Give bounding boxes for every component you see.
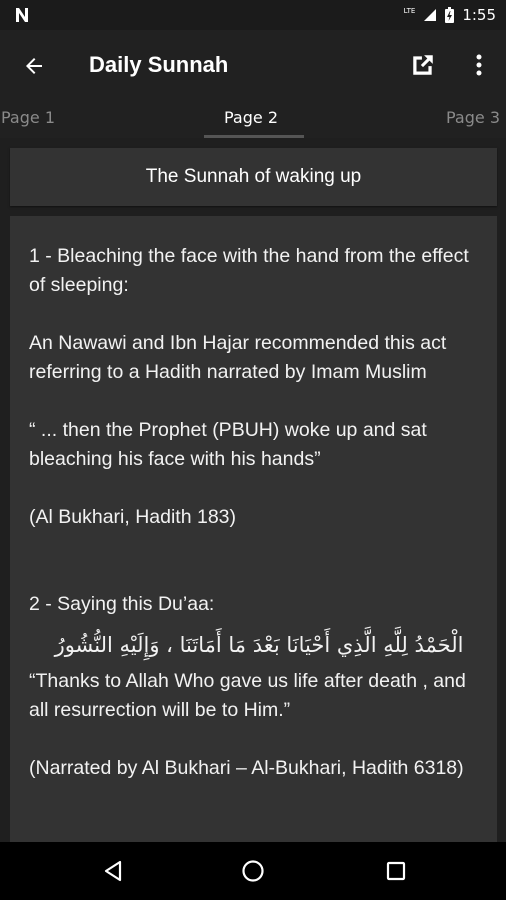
status-bar — [0, 0, 506, 30]
battery-icon — [445, 7, 454, 23]
page-title: Daily Sunnah — [89, 52, 229, 77]
paragraph: An Nawawi and Ibn Hajar recommended this act referring to a Hadith narrated by Imam Muslim — [29, 332, 447, 383]
tab-page-3[interactable]: Page 3 — [446, 108, 500, 127]
paragraph: 2 - Saying this Du’aa: — [29, 593, 215, 615]
tab-page-1[interactable]: Page 1 — [1, 108, 55, 127]
paragraph: 1 - Bleaching the face with the hand from the effect of sleeping: — [29, 245, 469, 296]
open-external-icon[interactable] — [410, 52, 436, 78]
tab-page-2[interactable]: Page 2 — [224, 108, 278, 127]
signal-icon — [423, 8, 437, 22]
paragraph: “Thanks to Allah Who gave us life after death , and all resurrection will be to Him.” — [29, 670, 466, 721]
app-bar — [0, 30, 506, 102]
section-heading-card — [10, 148, 497, 206]
page-tabs — [0, 102, 506, 138]
nav-home-icon[interactable] — [241, 859, 265, 883]
content-text — [29, 242, 489, 812]
network-type-label: LTE — [403, 6, 416, 15]
paragraph: “ ... then the Prophet (PBUH) woke up and sat bleaching his face with his hands” — [29, 419, 427, 470]
nav-recents-icon[interactable] — [384, 859, 408, 883]
paragraph: (Narrated by Al Bukhari – Al-Bukhari, Hadith 6318) — [29, 757, 464, 779]
navigation-bar — [0, 842, 506, 900]
nav-back-icon[interactable] — [101, 859, 125, 883]
arabic-dua: الْحَمْدُ لِلَّهِ الَّذِي أَحْيَانَا بَعْدَ مَا أَمَاتَنَا ، وَإِلَيْهِ النُّشُورُ — [54, 633, 464, 657]
section-heading: The Sunnah of waking up — [145, 166, 362, 187]
back-arrow-icon[interactable] — [22, 54, 46, 78]
paragraph: (Al Bukhari, Hadith 183) — [29, 506, 237, 528]
tab-indicator — [204, 135, 304, 138]
clock: 1:55 — [462, 6, 496, 24]
more-options-icon[interactable] — [470, 52, 488, 78]
content-card[interactable] — [10, 216, 497, 842]
notification-n-icon — [14, 7, 30, 23]
